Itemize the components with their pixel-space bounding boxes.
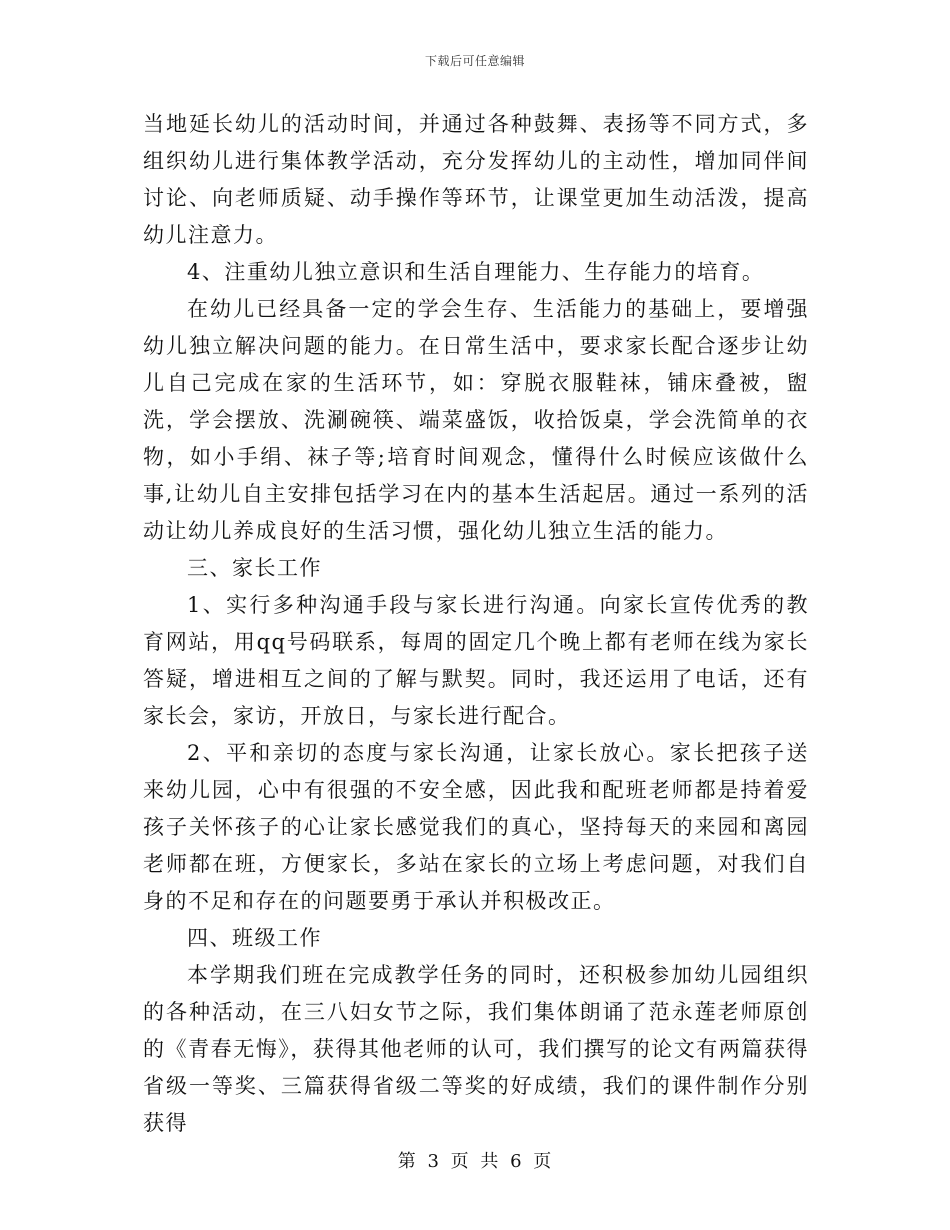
paragraph-communication-methods: 1、实行多种沟通手段与家长进行沟通。向家长宣传优秀的教育网站，用qq号码联系，每周的固定几个晚上都有老师在线为家长答疑，增进相互之间的了解与默契。同时，我还运用了电话，还有家长会，家访，开放日，与家长进行配合。 — [143, 593, 809, 728]
paragraph-item-4-heading: 4、注重幼儿独立意识和生活自理能力、生存能力的培育。 — [187, 260, 765, 284]
section-heading-class-work: 四、班级工作 — [187, 926, 322, 950]
paragraph-independence: 在幼儿已经具备一定的学会生存、生活能力的基础上，要增强幼儿独立解决问题的能力。在日常生活中，要求家长配合逐步让幼儿自己完成在家的生活环节，如：穿脱衣服鞋袜，铺床叠被，盥洗，学会摆放、洗涮碗筷、端菜盛饭，收拾饭桌，学会洗简单的衣物，如小手绢、袜子等;培育时间观念，懂得什么时候应该做什么事,让幼儿自主安排包括学习在内的基本生活起居。通过一系列的活动让幼儿养成良好的生活习惯，强化幼儿独立生活的能力。 — [143, 297, 809, 543]
paragraph-continuation: 当地延长幼儿的活动时间，并通过各种鼓舞、表扬等不同方式，多组织幼儿进行集体教学活动，充分发挥幼儿的主动性，增加同伴间讨论、向老师质疑、动手操作等环节，让课堂更加生动活泼，提高幼儿注意力。 — [143, 112, 809, 247]
page-footer: 第 3 页 共 6 页 — [397, 1151, 553, 1172]
page-header: 下载后可任意编辑 — [424, 54, 525, 68]
section-heading-parent-work: 三、家长工作 — [187, 556, 322, 580]
paragraph-class-activities: 本学期我们班在完成教学任务的同时，还积极参加幼儿园组织的各种活动，在三八妇女节之际，我们集体朗诵了范永莲老师原创的《青春无悔》，获得其他老师的认可，我们撰写的论文有两篇获得省级一等奖、三篇获得省级二等奖的好成绩，我们的课件制作分别获得 — [143, 963, 809, 1135]
paragraph-attitude: 2、平和亲切的态度与家长沟通，让家长放心。家长把孩子送来幼儿园，心中有很强的不安全感，因此我和配班老师都是持着爱孩子关怀孩子的心让家长感觉我们的真心，坚持每天的来园和离园老师都在班，方便家长，多站在家长的立场上考虑问题，对我们自身的不足和存在的问题要勇于承认并积极改正。 — [143, 741, 809, 913]
document-body — [143, 106, 809, 1142]
